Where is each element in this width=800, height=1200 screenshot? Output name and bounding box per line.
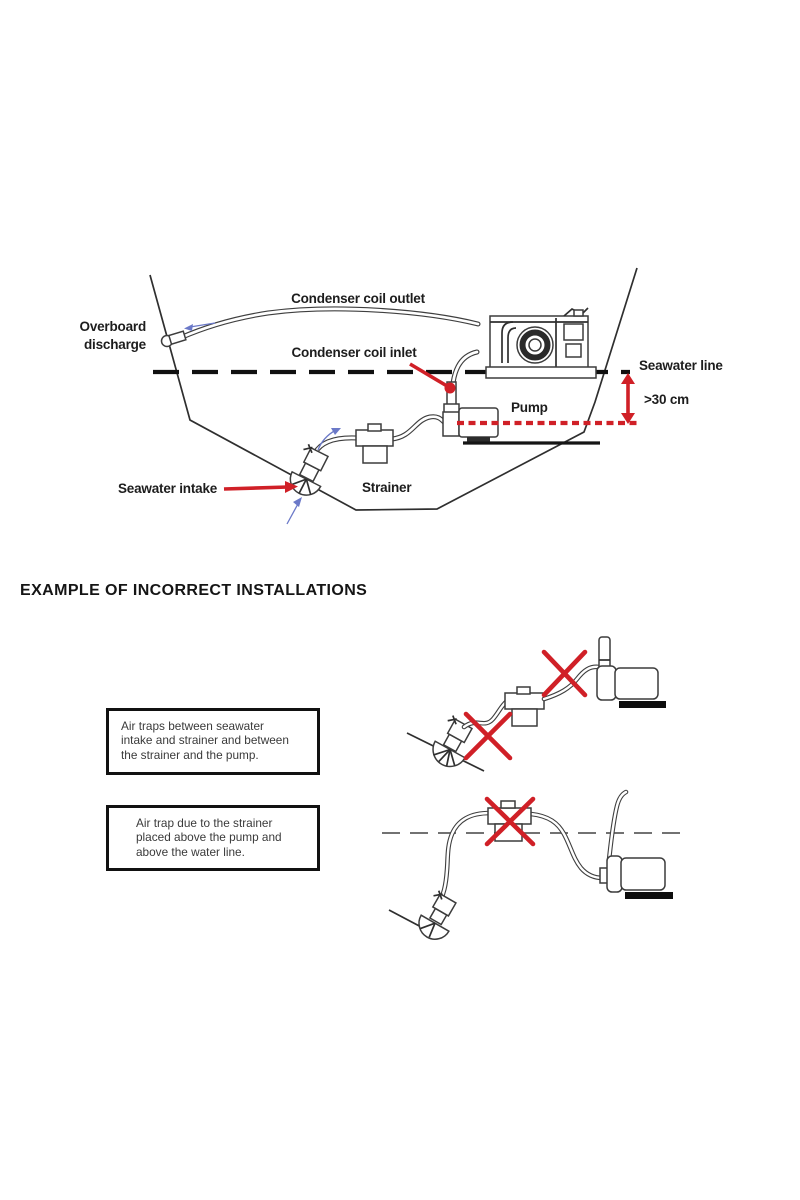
label-seawater-intake: Seawater intake [118, 481, 218, 496]
intake-to-strainer-hose [315, 438, 357, 453]
note-line: above the water line. [136, 844, 245, 859]
condenser-inlet-pointer [410, 364, 456, 394]
label-condenser-coil-outlet: Condenser coil outlet [291, 291, 425, 306]
incorrect-install-air-traps [407, 637, 666, 773]
note-box-air-traps [106, 708, 320, 775]
label-strainer: Strainer [362, 480, 412, 495]
overboard-discharge-fitting [162, 331, 186, 346]
seawater-intake-drawing [285, 443, 335, 500]
incorrect-installations-diagram [380, 620, 690, 950]
note-line: the strainer and the pump. [121, 747, 259, 762]
flow-arrow-intake-icon [287, 497, 302, 524]
incorrect-install-strainer-above [382, 792, 688, 945]
note-line: intake and strainer and between [121, 733, 289, 748]
label-seawater-line: Seawater line [639, 358, 723, 373]
condenser-outlet-hose [180, 309, 478, 338]
note-line: placed above the pump and [136, 830, 282, 845]
label-condenser-coil-inlet: Condenser coil inlet [291, 345, 417, 360]
installation-diagram [60, 255, 740, 555]
condensing-unit-drawing [486, 308, 596, 378]
note-box-strainer-above [106, 805, 320, 871]
seawater-intake-pointer [224, 481, 298, 493]
note-line: Air trap due to the strainer [136, 816, 273, 830]
label-overboard-discharge-line1: Overboard [79, 319, 146, 334]
label-pump: Pump [511, 400, 548, 415]
note-line: Air traps between seawater [121, 719, 264, 733]
min-height-arrow [621, 373, 635, 424]
label-min-height: >30 cm [644, 392, 689, 407]
section-heading: EXAMPLE OF INCORRECT INSTALLATIONS [20, 582, 368, 599]
label-overboard-discharge-line2: discharge [84, 337, 146, 352]
strainer-to-pump-hose [392, 417, 448, 439]
strainer-drawing [356, 424, 393, 463]
